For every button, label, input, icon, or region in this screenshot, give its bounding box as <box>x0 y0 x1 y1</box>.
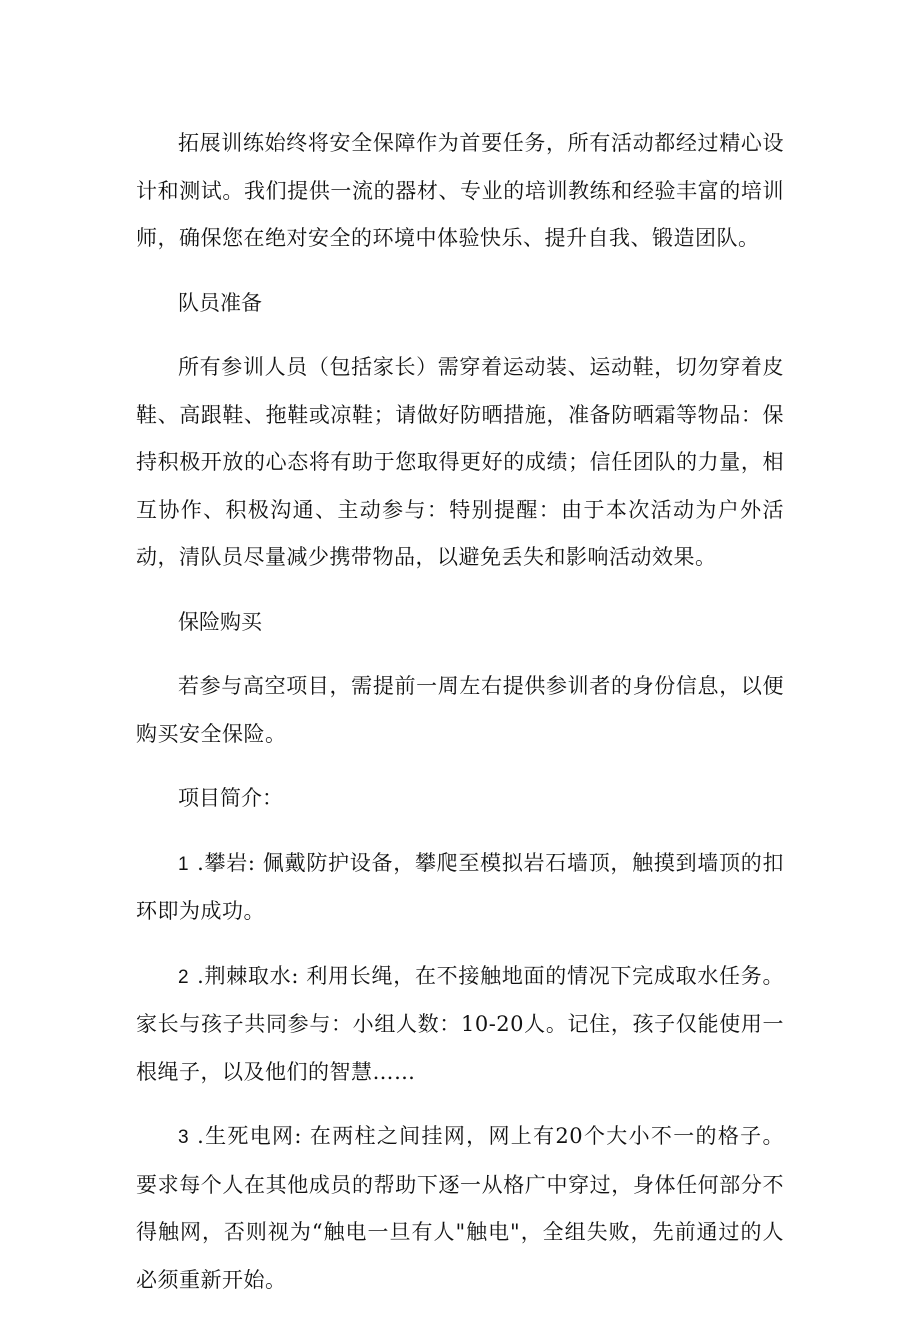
team-prep-heading: 队员准备 <box>178 290 262 315</box>
project-item-number: 1 <box>178 853 190 875</box>
project-item-climbing <box>136 840 784 936</box>
insurance-paragraph: 若参与高空项目，需提前一周左右提供参训者的身份信息，以便购买安全保险。 <box>136 674 784 746</box>
project-item-text: .荆棘取水: 利用长绳，在不接触地面的情况下完成取水任务。家长与孩子共同参与：小组人数：10-20人。记住，孩子仅能使用一根绳子，以及他们的智慧…… <box>136 963 784 1084</box>
project-item-number: 3 <box>178 1127 190 1148</box>
project-item-net <box>136 1113 784 1304</box>
team-prep-paragraph: 所有参训人员（包括家长）需穿着运动装、运动鞋，切勿穿着皮鞋、高跟鞋、拖鞋或凉鞋；请做好防晒措施，准备防晒霜等物品：保持积极开放的心态将有助于您取得更好的成绩；信任团队的力量，相互协作、积极沟通、主动参与：特别提醒：由于本次活动为户外活动，清队员尽量减少携带物品，以避免丢失和影响活动效果。 <box>136 355 784 569</box>
project-item-text: .攀岩: 佩戴防护设备，攀爬至模拟岩石墙顶，触摸到墙顶的扣环即为成功。 <box>136 850 784 923</box>
insurance-heading: 保险购买 <box>178 609 262 634</box>
document-body <box>136 120 784 1321</box>
project-item-text: .生死电网: 在两柱之间挂网，网上有20个大小不一的格子。要求每个人在其他成员的帮助下逐一从格广中穿过，身体任何部分不得触网，否则视为“触电一旦有人"触电"，全组失败，先前通过的人必须重新开始。 <box>136 1124 784 1292</box>
intro-paragraph: 拓展训练始终将安全保障作为首要任务，所有活动都经过精心设计和测试。我们提供一流的器材、专业的培训教练和经验丰富的培训师，确保您在绝对安全的环境中体验快乐、提升自我、锻造团队。 <box>136 131 784 250</box>
projects-heading: 项目简介： <box>178 786 283 810</box>
project-item-water <box>136 953 784 1097</box>
project-item-number: 2 <box>178 966 190 988</box>
